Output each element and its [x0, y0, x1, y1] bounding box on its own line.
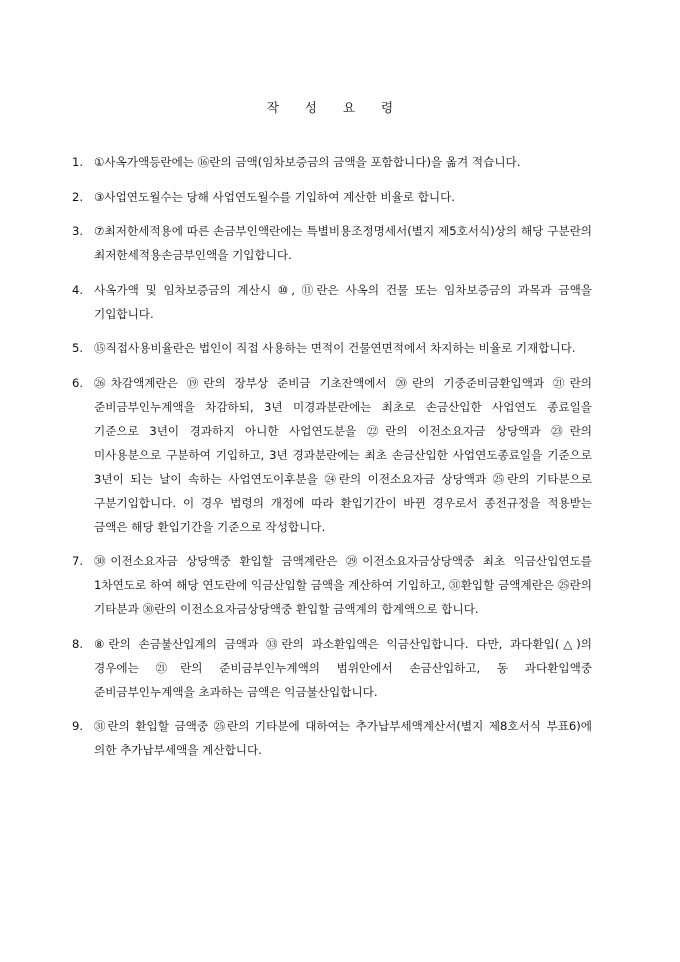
item-text: ⑦최저한세적용에 따른 손금부인액란에는 특별비용조정명세서(별지 제5호서식)상의 해당 구분란의 최저한세적용손금부인액을 기입합니다.: [94, 224, 592, 262]
item-text: 사옥가액 및 임차보증금의 계산시 ⑩, ⑪란은 사옥의 건물 또는 임차보증금의 과목과 금액을 기입합니다.: [94, 282, 592, 321]
instruction-item-6: [72, 371, 592, 539]
item-number: 1.: [72, 155, 84, 169]
item-text: ㉚이전소요자금 상당액중 환입할 금액계란은 ㉙이전소요자금상당액중 최초 익금산입연도를 1차연도로 하여 해당 연도란에 익금산입할 금액을 계산하여 기입하고, ㉛환입할 금액계란은 ㉕란의 기타분과 ㉚란의 이전소요자금상당액중 환입할 금액계의 합계액으로 합니다.: [94, 554, 592, 616]
item-number: 3.: [72, 224, 84, 238]
instruction-item-8: [72, 632, 592, 704]
instruction-item-3: [72, 219, 592, 267]
instruction-list: [72, 150, 592, 773]
document-title: 작 성 요 령: [266, 100, 394, 115]
item-number: 4.: [72, 282, 84, 297]
instruction-item-7: [72, 549, 592, 621]
item-number: 6.: [72, 375, 84, 390]
item-text: ⑧란의 손금불산입계의 금액과 ㉝란의 과소환입액은 익금산입합니다. 다만, 과다환입(△)의 경우에는 ㉑란의 준비금부인누계액의 범위안에서 손금산입하고, 동 과다환입액중 준비금부인누계액을 초과하는 금액은 익금불산입합니다.: [94, 636, 592, 699]
item-number: 7.: [72, 554, 84, 568]
item-number: 8.: [72, 636, 84, 651]
instruction-item-4: [72, 278, 592, 326]
item-number: 9.: [72, 719, 84, 733]
instruction-item-5: [72, 336, 592, 360]
item-text: ⑮직접사용비율란은 법인이 직접 사용하는 면적이 건물연면적에서 차지하는 비율로 기재합니다.: [94, 341, 576, 355]
item-text: ㉖차감액계란은 ⑲란의 장부상 준비금 기초잔액에서 ⑳란의 기중준비금환입액과 ㉑란의 준비금부인누계액을 차감하되, 3년 미경과분란에는 최초로 손금산입한 사업연도 종료일을 기준으로 3년이 경과하지 아니한 사업연도분을 ㉒란의 이전소요자금 상당액과 ㉓란의 미사용분으로 구분하여 기입하고, 3년 경과분란에는 최초 손금산입한 사업연도종료일을 기준으로 3년이 되는 날이 속하는 사업연도이후분을 ㉔란의 이전소요자금 상당액과 ㉕란의 기타분으로 구분기입합니다. 이 경우 법령의 개정에 따라 환입기간이 바뀐 경우로서 종전규정을 적용받는 금액은 해당 환입기간을 기준으로 작성합니다.: [94, 375, 592, 534]
item-number: 5.: [72, 341, 84, 355]
instruction-item-2: [72, 185, 592, 209]
instruction-item-1: [72, 150, 592, 174]
item-text: ③사업연도월수는 당해 사업연도월수를 기입하여 계산한 비율로 합니다.: [94, 189, 455, 204]
item-text: ①사옥가액등란에는 ⑯란의 금액(임차보증금의 금액을 포함합니다)을 옮겨 적습니다.: [94, 155, 521, 169]
instruction-item-9: [72, 714, 592, 762]
item-text: ㉛란의 환입할 금액중 ㉕란의 기타분에 대하여는 추가납부세액계산서(별지 제8호서식 부표6)에 의한 추가납부세액을 계산합니다.: [94, 719, 592, 757]
item-number: 2.: [72, 189, 84, 204]
